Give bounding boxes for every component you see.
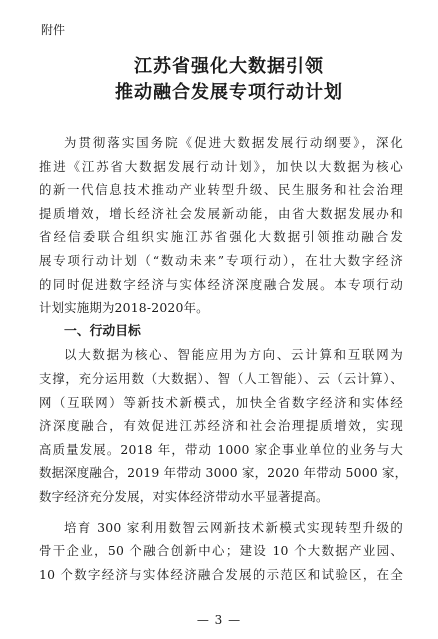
paragraph-goals bbox=[39, 343, 408, 508]
text-line: 提质增效，增长经济社会发展新动能，由省大数据发展办和 bbox=[39, 205, 403, 221]
text-line: 培育 300 家利用数智云网新技术新模式实现转型升级的 bbox=[64, 519, 403, 535]
document-title-line-2: 推动融合发展专项行动计划 bbox=[115, 82, 343, 103]
text-line: 计划实施期为2018-2020年。 bbox=[39, 300, 209, 316]
text-line: 10 个数字经济与实体经济融合发展的示范区和试验区，在全 bbox=[39, 566, 403, 582]
text-line: 展专项行动计划（“数动未来”专项行动），在壮大数字经济 bbox=[39, 252, 403, 268]
text-line: 的同时促进数字经济与实体经济深度融合发展。本专项行动 bbox=[39, 276, 403, 292]
attachment-label: 附件 bbox=[41, 23, 66, 37]
text-line: 数字经济充分发展，对实体经济带动水平显著提高。 bbox=[39, 488, 329, 504]
paragraph-targets bbox=[39, 516, 403, 587]
document-body bbox=[39, 131, 408, 586]
page-number: — 3 — bbox=[196, 613, 242, 627]
text-line: 省经信委联合组织实施江苏省强化大数据引领推动融合发 bbox=[39, 229, 403, 245]
document-title-line-1: 江苏省强化大数据引领 bbox=[134, 56, 324, 77]
text-line: 骨干企业，50 个融合创新中心；建设 10 个大数据产业园、 bbox=[39, 543, 403, 559]
text-line: 推进《江苏省大数据发展行动计划》，加快以大数据为核心 bbox=[39, 158, 403, 174]
text-line: 的新一代信息技术推动产业转型升级、民生服务和社会治理 bbox=[39, 182, 403, 198]
text-line: 网（互联网）等新技术新模式，加快全省数字经济和实体经 bbox=[39, 394, 403, 410]
text-line: 支撑，充分运用数（大数据）、智（人工智能）、云（云计算）、 bbox=[39, 370, 403, 386]
text-line: 以大数据为核心、智能应用为方向、云计算和互联网为 bbox=[64, 347, 403, 363]
paragraph-intro bbox=[39, 131, 403, 320]
text-line: 高质量发展。2018 年，带动 1000 家企事业单位的业务与大 bbox=[39, 441, 403, 457]
text-line: 数据深度融合，2019 年带动 3000 家，2020 年带动 5000 家， bbox=[39, 465, 408, 481]
section-heading: 一、行动目标 bbox=[64, 323, 141, 339]
text-line: 济深度融合，有效促进江苏经济和社会治理提质增效，实现 bbox=[39, 418, 403, 434]
text-line: 为贯彻落实国务院《促进大数据发展行动纲要》，深化 bbox=[64, 135, 403, 150]
